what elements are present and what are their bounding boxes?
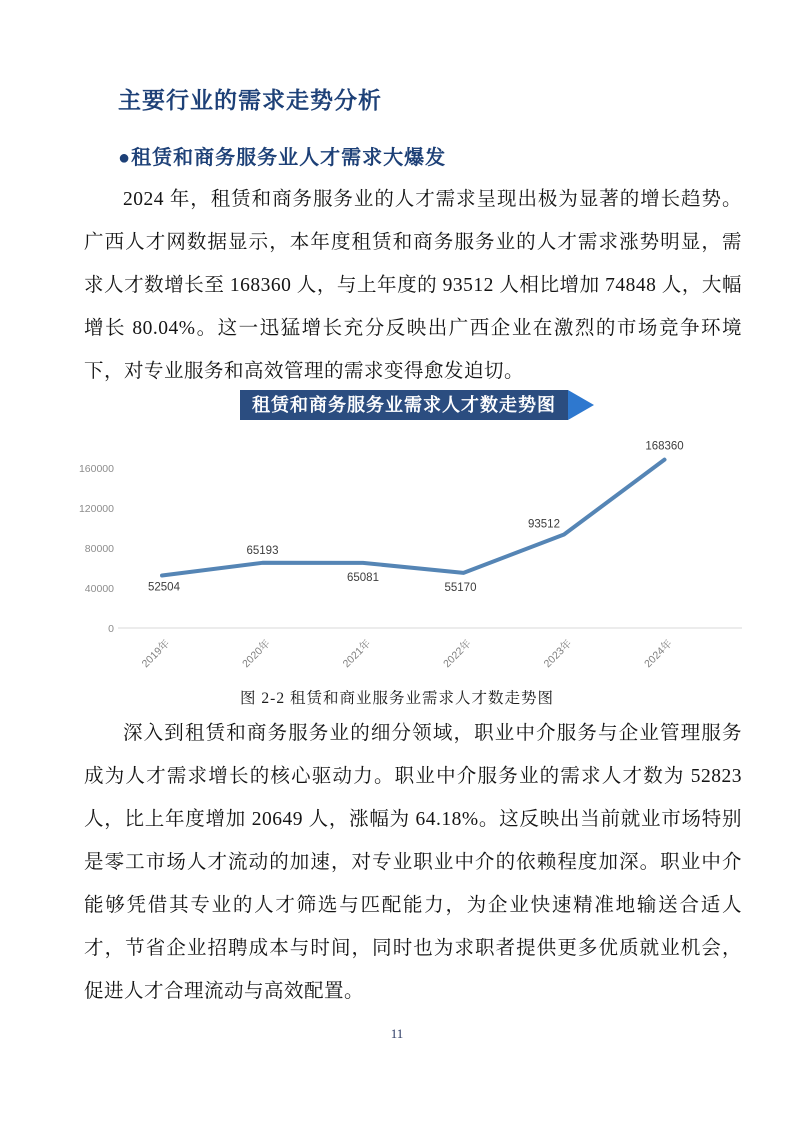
trend-chart-svg xyxy=(66,432,746,682)
y-tick-label: 40000 xyxy=(84,583,114,595)
y-tick-label: 160000 xyxy=(78,463,114,475)
section-subtitle: ●租赁和商务服务业人才需求大爆发 xyxy=(118,147,447,169)
data-label: 93512 xyxy=(528,518,560,531)
y-tick-label: 80000 xyxy=(84,543,114,555)
y-tick-label: 0 xyxy=(108,623,114,635)
data-label: 52504 xyxy=(148,581,180,594)
data-label: 65081 xyxy=(347,571,379,584)
y-tick-label: 120000 xyxy=(78,503,114,515)
paragraph-1: 2024 年，租赁和商务服务业的人才需求呈现出极为显著的增长趋势。广西人才网数据显示，本年度租赁和商务服务业的人才需求涨势明显，需求人才数增长至 168360 人，与上年度的 93512 人相比增加 74848 人，大幅增长 80.04%。这一迅猛增长充分反映出广西企业在激烈的市场竞争环境下，对专业服务和高效管理的需求变得愈发迫切。 xyxy=(84,189,742,382)
x-tick-label: 2024年 xyxy=(642,637,675,671)
x-tick-label: 2023年 xyxy=(541,637,575,671)
data-label: 168360 xyxy=(645,440,684,453)
data-label: 55170 xyxy=(444,581,477,594)
banner-arrow-icon xyxy=(568,390,594,420)
chart-title-banner xyxy=(20,390,794,420)
trend-line xyxy=(162,460,665,576)
x-tick-label: 2020年 xyxy=(240,637,273,671)
page-title: 主要行业的需求走势分析 xyxy=(118,87,382,113)
trend-chart xyxy=(66,432,746,682)
page-number: 11 xyxy=(390,1026,404,1041)
x-tick-label: 2021年 xyxy=(340,637,374,671)
x-tick-label: 2019年 xyxy=(139,637,173,671)
data-label: 65193 xyxy=(246,544,279,557)
paragraph-2: 深入到租赁和商务服务业的细分领域，职业中介服务与企业管理服务成为人才需求增长的核心驱动力。职业中介服务业的需求人才数为 52823 人，比上年度增加 20649 人，涨幅为 64.18%。这反映出当前就业市场特别是零工市场人才流动的加速，对专业职业中介的依赖程度加深。职业中介能够凭借其专业的人才筛选与匹配能力，为企业快速精准地输送合适人才，节省企业招聘成本与时间，同时也为求职者提供更多优质就业机会，促进人才合理流动与高效配置。 xyxy=(84,723,742,1002)
x-tick-label: 2022年 xyxy=(441,637,474,671)
chart-title-banner-text: 租赁和商务服务业需求人才数走势图 xyxy=(240,390,568,420)
figure-caption: 图 2-2 租赁和商业服务业需求人才数走势图 xyxy=(240,690,554,707)
